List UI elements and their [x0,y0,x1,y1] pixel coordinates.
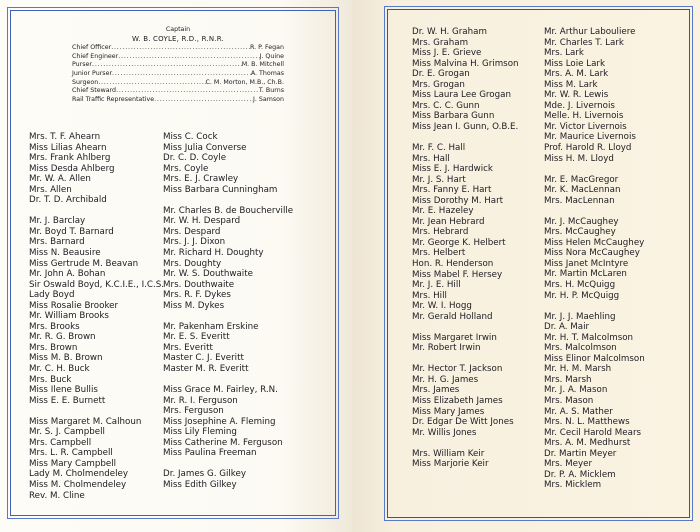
passenger-name: Mr. E. Hazeley [412,206,474,217]
officer-row [72,96,284,105]
passenger-name: Dr. C. D. Coyle [163,153,227,164]
passenger-group [163,469,293,490]
passenger-name: Miss Nora McCaughey [544,248,640,259]
officer-name: M. B. Mitchell [241,61,284,69]
passenger-name: Mr. A. S. Mather [544,406,613,417]
officer-role: Chief Officer [72,44,112,52]
officer-row [72,53,284,62]
passenger-name: Miss Helen McCaughey [544,237,645,248]
passenger-name: Mrs. Fanny E. Hart [412,185,492,196]
officer-row [72,44,284,53]
passenger-name: Mr. H. P. McQuigg [544,290,620,301]
passenger-name: Miss Barbara Gunn [412,111,495,122]
passenger-name: Mr. W. S. Douthwaite [163,269,253,280]
passenger-name: Mr. C. H. Buck [29,363,90,374]
passenger-name: Miss Mary Campbell [29,458,117,469]
passenger-name: Miss Mabel F. Hersey [412,269,503,280]
passenger-name: Mr. H. G. James [412,374,479,385]
passenger-name: Miss Malvina H. Grimson [412,58,519,69]
passenger-group [412,333,519,354]
passenger-name: Miss Grace M. Fairley, R.N. [163,384,278,395]
passenger-name: Mrs. Hebrard [412,227,469,238]
passenger-name: Mr. J. McCaughey [544,216,619,227]
passenger-name: Mrs. Campbell [29,437,92,448]
passenger-name: Mr. Cecil Harold Mears [544,427,642,438]
passenger-group [412,27,519,132]
officer-name: J. Samson [253,95,284,103]
passenger-name: Mr. Richard H. Doughty [163,247,264,258]
passenger-group [544,217,645,301]
passenger-group [163,206,293,311]
dot-leader [92,61,242,70]
passenger-name: Mr. W. H. Despard [163,216,241,227]
passenger-group [544,27,645,164]
passenger-name: Mrs. Graham [412,37,469,48]
passenger-name: Hon. R. Henderson [412,258,494,269]
officer-role: Chief Steward [72,87,117,95]
passenger-name: Mr. J. S. Hart [412,174,466,185]
passenger-name: Miss Lilias Ahearn [29,142,107,153]
passenger-name: Miss Margaret Irwin [412,332,497,343]
passenger-column-left-1 [29,132,164,512]
passenger-group [163,132,293,195]
passenger-name: Miss Paulina Freeman [163,448,257,459]
passenger-name: Mr. Victor Livernois [544,121,627,132]
passenger-name: Miss Elizabeth James [412,396,503,406]
passenger-name: Mrs. Malcolmson [544,343,617,354]
passenger-group [163,385,293,459]
passenger-group [29,132,164,206]
officer-row [72,87,284,96]
passenger-name: Miss Ilene Bullis [29,385,98,396]
passenger-name: Mrs. Douthwaite [163,279,235,290]
passenger-name: Miss Catherine M. Ferguson [163,437,283,448]
passenger-name: Miss M. Cholmendeley [29,479,127,490]
passenger-name: Mrs. Brown [29,342,78,353]
passenger-name: Mr. Charles B. de Boucherville [163,205,294,216]
passenger-name: Miss Rosalie Brooker [29,300,119,311]
passenger-name: Miss Josephine A. Fleming [163,416,276,427]
officer-name: T. Burns [258,87,284,95]
passenger-name: Miss Margaret M. Calhoun [29,416,142,427]
passenger-group [163,322,293,375]
passenger-name: Miss Barbara Cunningham [163,184,278,195]
passenger-name: Dr. P. A. Micklem [544,469,616,480]
passenger-name: Miss E. J. Hardwick [412,164,493,175]
passenger-name: Mrs. Grogan [412,79,465,90]
officer-row [72,70,284,79]
passenger-name: Miss Edith Gilkey [163,479,237,490]
passenger-name: Mrs. Doughty [163,258,222,269]
officer-role: Purser [72,61,93,69]
passenger-name: Mr. F. C. Hall [412,142,466,153]
passenger-name: Mrs. McCaughey [544,227,616,238]
passenger-name: Mrs. T. F. Ahearn [29,132,101,142]
officers-list [72,26,284,104]
passenger-group [412,143,519,322]
passenger-name: Mrs. Micklem [544,480,602,491]
passenger-group [544,175,645,207]
passenger-name: Miss Gertrude M. Beavan [29,258,139,269]
passenger-name: Mr. Pakenham Erskine [163,321,259,332]
passenger-name: Dr. A. Mair [544,322,590,333]
right-page [352,0,700,532]
passenger-name: Mrs. H. McQuigg [544,280,616,291]
passenger-name: Mr. E. S. Everitt [163,332,230,343]
passenger-name: Mrs. Mason [544,396,594,406]
passenger-name: Melle. H. Livernois [544,111,624,122]
officer-name: C. M. Morton, M.B., Ch.B. [205,78,284,86]
officer-role: Rail Traffic Representative [72,95,155,103]
passenger-name: Miss Loie Lark [544,58,606,69]
officer-name: J. Quine [259,52,284,60]
passenger-name: Mrs. E. J. Crawley [163,174,239,185]
passenger-name: Mr. John A. Bohan [29,269,106,280]
passenger-name: Miss J. E. Grieve [412,48,482,59]
passenger-name: Mrs. Hill [412,290,447,301]
passenger-name: Dr. James G. Gilkey [163,469,246,480]
passenger-group [412,449,519,470]
passenger-name: Miss Elinor Malcolmson [544,353,645,364]
passenger-column-right-1 [412,27,519,480]
captain-label: Captain [165,26,191,33]
passenger-column-right-2 [544,27,645,501]
passenger-name: Mrs. James [412,385,460,396]
passenger-name: Mde. J. Livernois [544,100,615,111]
passenger-name: Lady M. Cholmendeley [29,469,128,480]
passenger-name: Mrs. Hall [412,153,450,164]
passenger-name: Mr. E. MacGregor [544,174,619,185]
passenger-group [544,312,645,491]
passenger-name: Mr. Boyd T. Barnard [29,226,114,237]
passenger-name: Mr. R. I. Ferguson [163,395,238,406]
passenger-name: Mrs. L. R. Campbell [29,448,113,459]
passenger-name: Miss E. E. Burnett [29,395,106,406]
passenger-name: Miss Janet McIntyre [544,258,629,269]
passenger-name: Dr. W. H. Graham [412,27,487,37]
passenger-name: Mr. Robert Irwin [412,343,481,354]
passenger-name: Lady Boyd [29,290,75,301]
passenger-name: Mr. J. J. Maehling [544,311,616,322]
officer-name: A. Thomas [250,69,284,77]
passenger-name: Mrs. C. C. Gunn [412,100,480,111]
passenger-name: Mrs. Lark [544,48,584,59]
passenger-name: Mr. Arthur Labouliere [544,27,636,37]
officer-role: Chief Engineer [72,52,119,60]
passenger-name: Mrs. Meyer [544,459,593,470]
passenger-name: Mrs. Coyle [163,163,209,174]
dot-leader [98,79,205,88]
passenger-name: Mrs. A. M. Lark [544,69,609,80]
passenger-name: Mr. Charles T. Lark [544,37,624,48]
passenger-name: Mr. George K. Helbert [412,237,506,248]
passenger-name: Miss Julia Converse [163,142,247,153]
passenger-name: Miss H. M. Lloyd [544,153,614,164]
passenger-name: Mr. Martin McLaren [544,269,627,280]
passenger-name: Miss C. Cock [163,132,218,142]
passenger-name: Mrs. J. J. Dixon [163,237,226,248]
passenger-name: Mrs. Marsh [544,374,592,385]
passenger-name: Mrs. A. M. Medhurst [544,438,631,449]
passenger-name: Miss M. Lark [544,79,598,90]
passenger-name: Miss Marjorie Keir [412,459,489,470]
dot-leader [118,53,259,62]
passenger-name: Mr. William Brooks [29,311,109,322]
passenger-name: Mrs. Brooks [29,321,80,332]
passenger-name: Dr. E. Grogan [412,69,470,80]
passenger-name: Miss Mary James [412,406,485,417]
captain-name: W. B. COYLE, R.D., R.N.R. [132,34,224,43]
passenger-name: Mrs. N. L. Matthews [544,417,630,428]
passenger-name: Miss Jean I. Gunn, O.B.E. [412,121,519,132]
passenger-name: Mrs. MacLennan [544,195,615,206]
passenger-name: Master M. R. Everitt [163,363,249,374]
passenger-name: Master C. J. Everitt [163,353,244,364]
passenger-name: Mrs. Ferguson [163,406,224,417]
passenger-name: Dr. Edgar De Witt Jones [412,417,514,428]
passenger-name: Miss Dorothy M. Hart [412,195,504,206]
passenger-name: Miss M. Dykes [163,300,225,311]
passenger-name: Mr. S. J. Campbell [29,427,105,438]
passenger-name: Mrs. Helbert [412,248,466,259]
passenger-name: Mrs. William Keir [412,448,485,459]
passenger-name: Mr. H. M. Marsh [544,364,612,375]
officer-row [72,79,284,88]
passenger-name: Mrs. Despard [163,226,221,237]
dot-leader [116,87,259,96]
passenger-group [412,364,519,438]
passenger-name: Mrs. R. F. Dykes [163,290,231,301]
passenger-name: Miss Desda Ahlberg [29,163,115,174]
passenger-name: Mrs. Everitt [163,342,213,353]
passenger-column-left-2 [163,132,293,501]
passenger-name: Mrs. Frank Ahlberg [29,153,111,164]
passenger-name: Mr. Jean Hebrard [412,216,485,227]
passenger-name: Miss Lily Fleming [163,427,237,438]
passenger-name: Mr. W. R. Lewis [544,90,609,101]
passenger-group [29,216,164,406]
passenger-name: Miss Laura Lee Grogan [412,90,511,101]
passenger-name: Mrs. Barnard [29,237,85,248]
passenger-name: Miss N. Beausire [29,247,101,258]
passenger-name: Mr. H. T. Malcolmson [544,332,634,343]
passenger-name: Mr. J. Barclay [29,216,86,227]
passenger-name: Dr. Martin Meyer [544,448,617,459]
passenger-name: Mr. Gerald Holland [412,311,493,322]
passenger-name: Mr. Maurice Livernois [544,132,636,143]
officer-role: Surgeon [72,78,99,86]
passenger-group [29,417,164,501]
passenger-name: Mr. R. G. Brown [29,332,96,343]
passenger-name: Mr. Hector T. Jackson [412,364,503,375]
passenger-name: Miss M. B. Brown [29,353,103,364]
dot-leader [154,96,253,105]
passenger-name: Mrs. Buck [29,374,72,385]
officer-role: Junior Purser [72,69,113,77]
passenger-name: Dr. T. D. Archibald [29,195,107,206]
passenger-name: Mr. W. I. Hogg [412,301,472,312]
passenger-name: Mr. J. E. Hill [412,280,461,291]
officer-name: R. P. Fegan [250,44,284,52]
passenger-name: Mr. K. MacLennan [544,185,621,196]
dot-leader [112,70,251,79]
passenger-name: Mr. W. A. Allen [29,174,91,185]
passenger-name: Mr. Willis Jones [412,427,477,438]
passenger-name: Rev. M. Cline [29,490,85,501]
passenger-name: Prof. Harold R. Lloyd [544,143,632,154]
officer-row [72,61,284,70]
passenger-name: Mrs. Allen [29,184,72,195]
dot-leader [111,44,250,53]
passenger-name: Sir Oswald Boyd, K.C.I.E., I.C.S. [29,279,165,290]
passenger-name: Mr. J. A. Mason [544,385,608,396]
